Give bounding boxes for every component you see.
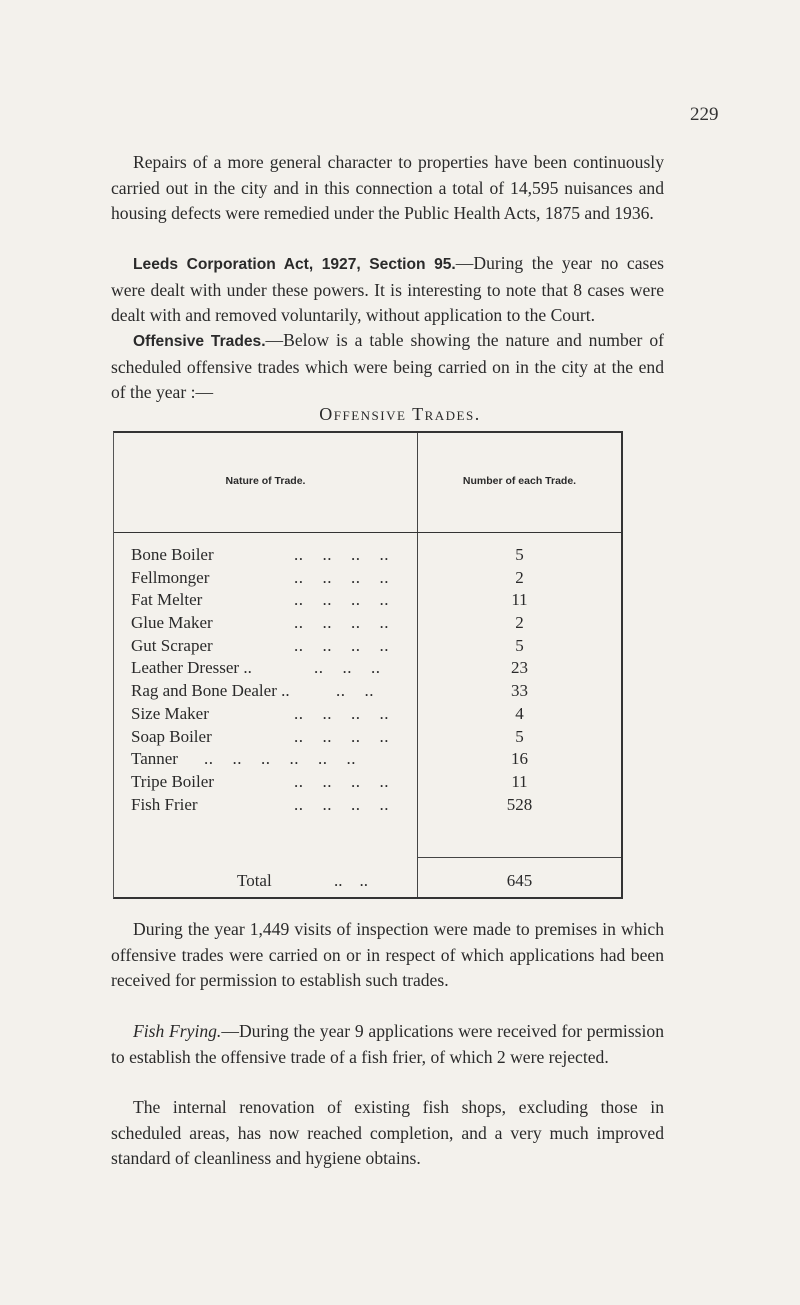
table-row	[114, 635, 621, 658]
leader-dots: .. .. .. .. .. ..	[204, 749, 356, 769]
offensive-trades-table	[113, 431, 623, 899]
trade-name: Glue Maker	[131, 613, 213, 633]
trade-name: Tripe Boiler	[131, 771, 214, 791]
table-title: Offensive Trades.	[319, 404, 481, 424]
trade-name: Size Maker	[131, 703, 209, 723]
total-leader-dots: .. ..	[334, 871, 368, 890]
paragraph-visits: During the year 1,449 visits of inspection were made to premises in which offensive trades were carried on or in respect of which applications had been received for permission to establish such trades.	[111, 919, 664, 990]
trade-count: 5	[515, 726, 524, 746]
table-row	[114, 657, 621, 680]
heading-leeds-corporation-act: Leeds Corporation Act, 1927, Section 95.	[133, 256, 456, 273]
leader-dots: .. .. .. ..	[294, 567, 389, 587]
trade-count: 5	[515, 545, 524, 564]
paragraph-fish-frying	[111, 1019, 664, 1070]
trade-count: 23	[511, 658, 528, 678]
trade-name: Bone Boiler	[131, 545, 214, 564]
header-rule	[114, 532, 621, 533]
total-value: 645	[506, 871, 533, 890]
trade-name: Soap Boiler	[131, 726, 212, 746]
column-header-trade: Nature of Trade.	[225, 475, 306, 487]
table-row	[114, 544, 621, 567]
total-rule	[417, 857, 621, 858]
text-fish-frying: —During the year 9 applications were received for permission to establish the offensive trade of a fish frier, of which 2 were rejected.	[111, 1021, 664, 1067]
trade-count: 5	[515, 635, 524, 655]
trade-name: Fat Melter	[131, 590, 203, 610]
text-offensive-trades: —Below is a table showing the nature and number of scheduled offensive trades which were being carried on in the city at the end of the year :—	[111, 330, 664, 402]
trade-count: 11	[511, 771, 528, 791]
table-row	[114, 726, 621, 749]
leader-dots: .. ..	[336, 681, 374, 701]
trade-name: Gut Scraper	[131, 635, 213, 655]
table-row	[114, 703, 621, 726]
leader-dots: .. .. .. ..	[294, 545, 389, 564]
table-row	[114, 567, 621, 590]
leader-dots: .. .. ..	[314, 658, 381, 678]
text-leeds-corporation-act: —During the year no cases were dealt with under these powers. It is interesting to note that 8 cases were dealt with and removed voluntarily, without application to the Court.	[111, 253, 665, 325]
trade-name: Leather Dresser ..	[131, 658, 252, 678]
table-rows	[114, 544, 621, 816]
trade-name: Fellmonger	[131, 567, 210, 587]
trade-count: 33	[511, 681, 528, 701]
trade-count: 2	[515, 567, 524, 587]
total-label: Total	[237, 871, 272, 890]
leader-dots: .. .. .. ..	[294, 794, 389, 814]
table-row	[114, 748, 621, 771]
trade-count: 16	[511, 749, 528, 769]
leader-dots: .. .. .. ..	[294, 703, 389, 723]
leader-dots: .. .. .. ..	[294, 590, 389, 610]
leader-dots: .. .. .. ..	[294, 726, 389, 746]
trade-count: 2	[515, 613, 524, 633]
paragraph-leeds-corporation-act	[111, 251, 664, 329]
trade-count: 528	[506, 794, 533, 814]
heading-offensive-trades: Offensive Trades.	[133, 333, 266, 350]
leader-dots: .. .. .. ..	[294, 635, 389, 655]
table-row	[114, 589, 621, 612]
column-header-number: Number of each Trade.	[462, 475, 577, 487]
trade-count: 4	[515, 703, 524, 723]
leader-dots: .. .. .. ..	[294, 771, 389, 791]
trade-name: Fish Frier	[131, 794, 198, 814]
page-number: 229	[690, 104, 719, 125]
table-row	[114, 612, 621, 635]
table-row	[114, 680, 621, 703]
heading-fish-frying: Fish Frying.	[133, 1021, 222, 1041]
paragraph-renovation: The internal renovation of existing fish shops, excluding those in scheduled areas, has now reached completion, and a very much improved standard of cleanliness and hygiene obtains.	[111, 1097, 664, 1168]
leader-dots: .. .. .. ..	[294, 613, 389, 633]
trade-name: Rag and Bone Dealer ..	[131, 681, 290, 701]
table-row	[114, 771, 621, 794]
paragraph-repairs: Repairs of a more general character to properties have been continuously carried out in the city and in this connection a total of 14,595 nuisances and housing defects were remedied under the Public Health Acts, 1875 and 1936.	[111, 152, 664, 223]
table-row	[114, 794, 621, 817]
trade-count: 11	[511, 590, 528, 610]
trade-name: Tanner	[131, 749, 178, 769]
paragraph-offensive-trades	[111, 328, 664, 406]
